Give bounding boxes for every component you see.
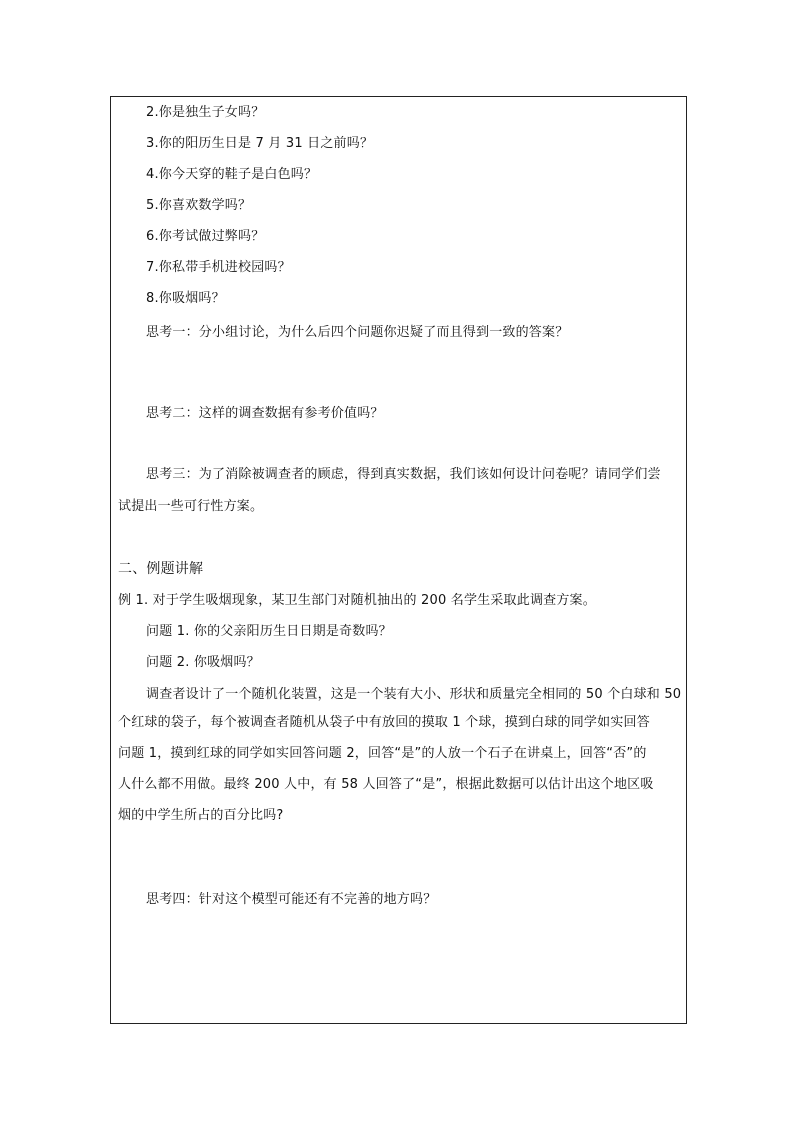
example-intro: 例 1. 对于学生吸烟现象，某卫生部门对随机抽出的 200 名学生采取此调查方案。: [118, 593, 596, 608]
question-7: 7.你私带手机进校园吗？: [146, 260, 291, 275]
example-paragraph-line-5: 烟的中学生所占的百分比吗?: [118, 808, 284, 823]
section-title: 二、例题讲解: [118, 561, 204, 577]
example-paragraph-line-1: 调查者设计了一个随机化装置，这是一个装有大小、形状和质量完全相同的 50 个白球和 50: [146, 687, 682, 702]
think-three-line-2: 试提出一些可行性方案。: [118, 499, 264, 514]
example-paragraph-line-4: 人什么都不用做。最终 200 人中，有 58 人回答了“是”，根据此数据可以估计出这个地区吸: [118, 777, 654, 792]
example-question-1: 问题 1. 你的父亲阳历生日日期是奇数吗？: [146, 624, 392, 639]
question-8: 8.你吸烟吗？: [146, 291, 225, 306]
example-paragraph-line-3: 问题 1，摸到红球的同学如实回答问题 2，回答“是”的人放一个石子在讲桌上，回答“否”的: [118, 746, 647, 761]
question-4: 4.你今天穿的鞋子是白色吗？: [146, 167, 318, 182]
think-three-line-1: 思考三：为了消除被调查者的顾虑，得到真实数据，我们该如何设计问卷呢？请同学们尝: [146, 467, 661, 482]
question-6: 6.你考试做过弊吗？: [146, 229, 265, 244]
think-two: 思考二：这样的调查数据有参考价值吗？: [146, 406, 384, 421]
example-question-2: 问题 2. 你吸烟吗？: [146, 655, 260, 670]
think-one: 思考一：分小组讨论，为什么后四个问题你迟疑了而且得到一致的答案？: [146, 325, 569, 340]
question-3: 3.你的阳历生日是 7 月 31 日之前吗？: [146, 136, 374, 151]
example-paragraph-line-2: 个红球的袋子，每个被调查者随机从袋子中有放回的摸取 1 个球，摸到白球的同学如实回答: [118, 715, 650, 730]
question-5: 5.你喜欢数学吗？: [146, 198, 252, 213]
think-four: 思考四：针对这个模型可能还有不完善的地方吗？: [146, 892, 437, 907]
question-2: 2.你是独生子女吗？: [146, 105, 265, 120]
